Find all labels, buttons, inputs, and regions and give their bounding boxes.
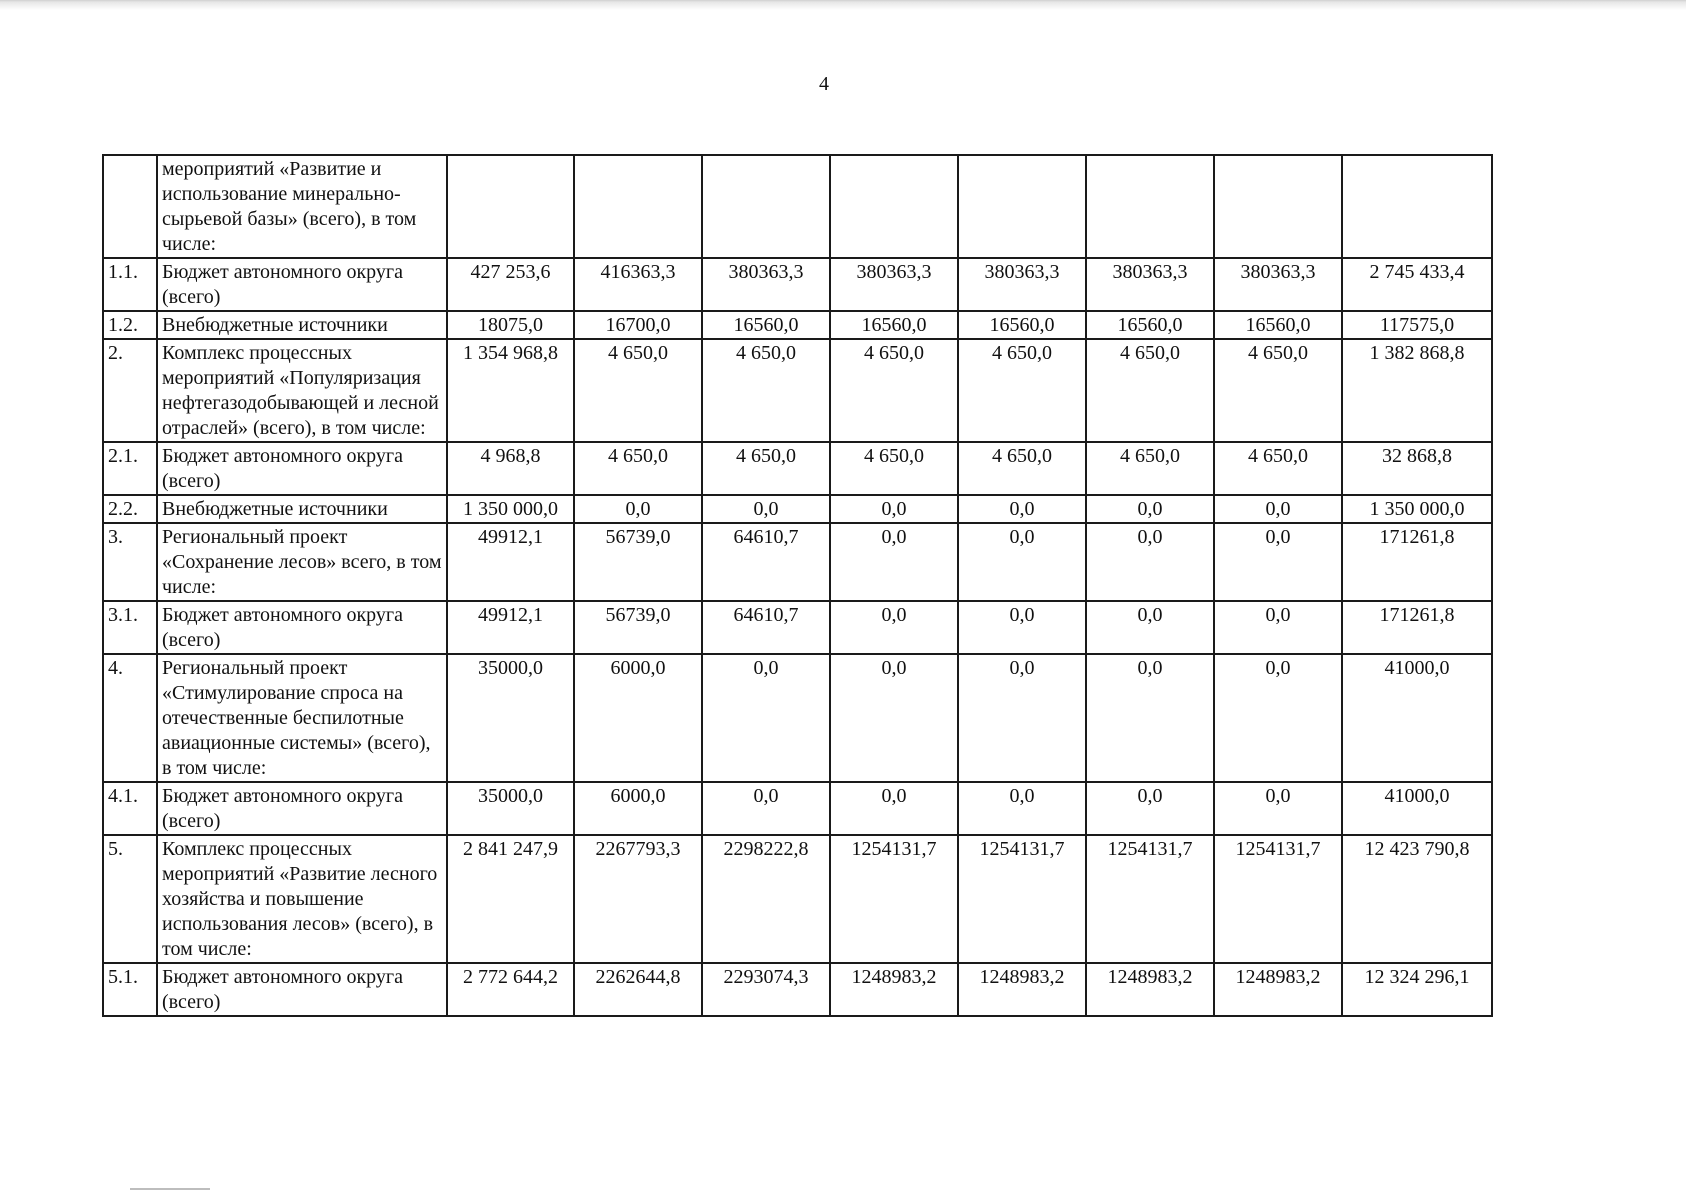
value-cell: 0,0 [830,495,958,523]
value-cell: 0,0 [574,495,702,523]
value-cell [447,155,574,258]
value-cell: 4 650,0 [830,442,958,495]
total-value-cell: 12 324 296,1 [1342,963,1492,1016]
value-cell: 0,0 [830,523,958,601]
value-cell [830,155,958,258]
value-cell: 1254131,7 [1086,835,1214,963]
value-cell: 2298222,8 [702,835,830,963]
value-cell: 35000,0 [447,782,574,835]
value-cell: 1248983,2 [958,963,1086,1016]
value-cell: 4 650,0 [702,442,830,495]
value-cell: 56739,0 [574,601,702,654]
row-number-cell: 3. [103,523,157,601]
value-cell: 4 650,0 [574,442,702,495]
value-cell: 0,0 [1086,654,1214,782]
value-cell: 1248983,2 [830,963,958,1016]
value-cell: 4 650,0 [702,339,830,442]
value-cell: 0,0 [1086,495,1214,523]
value-cell: 4 650,0 [958,339,1086,442]
value-cell: 49912,1 [447,523,574,601]
value-cell: 6000,0 [574,654,702,782]
row-number-cell: 2.1. [103,442,157,495]
row-number-cell: 3.1. [103,601,157,654]
value-cell: 4 650,0 [1086,339,1214,442]
row-number-cell: 4. [103,654,157,782]
value-cell: 0,0 [830,782,958,835]
value-cell: 4 650,0 [830,339,958,442]
table-row [103,311,1492,339]
value-cell: 2 772 644,2 [447,963,574,1016]
value-cell: 0,0 [958,654,1086,782]
value-cell: 1254131,7 [830,835,958,963]
total-value-cell: 1 382 868,8 [1342,339,1492,442]
value-cell: 64610,7 [702,601,830,654]
total-value-cell: 32 868,8 [1342,442,1492,495]
row-number-cell: 5.1. [103,963,157,1016]
value-cell: 0,0 [830,601,958,654]
value-cell: 0,0 [1214,523,1342,601]
value-cell: 0,0 [958,495,1086,523]
table-row [103,601,1492,654]
row-name-cell: Комплекс процессных мероприятий «Развитие лесного хозяйства и повышение использования лесов» (всего), в том числе: [157,835,447,963]
value-cell: 0,0 [1086,523,1214,601]
value-cell [574,155,702,258]
value-cell: 0,0 [958,523,1086,601]
value-cell: 0,0 [1214,601,1342,654]
value-cell: 0,0 [1214,495,1342,523]
row-name-cell: Внебюджетные источники [157,311,447,339]
total-value-cell: 171261,8 [1342,601,1492,654]
value-cell: 16560,0 [1086,311,1214,339]
row-name-cell: Региональный проект «Стимулирование спроса на отечественные беспилотные авиационные системы» (всего), в том числе: [157,654,447,782]
value-cell [958,155,1086,258]
total-value-cell: 117575,0 [1342,311,1492,339]
value-cell: 35000,0 [447,654,574,782]
row-name-cell: Бюджет автономного округа (всего) [157,782,447,835]
row-name-cell: Бюджет автономного округа (всего) [157,258,447,311]
table-row [103,835,1492,963]
row-name-cell: мероприятий «Развитие и использование минерально-сырьевой базы» (всего), в том числе: [157,155,447,258]
value-cell: 1 354 968,8 [447,339,574,442]
value-cell: 4 650,0 [574,339,702,442]
table-row [103,495,1492,523]
value-cell: 0,0 [1086,601,1214,654]
row-number-cell: 2. [103,339,157,442]
value-cell [1086,155,1214,258]
row-name-cell: Региональный проект «Сохранение лесов» всего, в том числе: [157,523,447,601]
value-cell: 1254131,7 [958,835,1086,963]
value-cell: 16560,0 [702,311,830,339]
value-cell: 2 841 247,9 [447,835,574,963]
scan-mark [130,1188,210,1190]
value-cell: 380363,3 [958,258,1086,311]
value-cell: 64610,7 [702,523,830,601]
value-cell: 4 650,0 [1086,442,1214,495]
value-cell: 0,0 [958,601,1086,654]
value-cell: 380363,3 [830,258,958,311]
row-name-cell: Бюджет автономного округа (всего) [157,601,447,654]
total-value-cell: 41000,0 [1342,654,1492,782]
table-row [103,523,1492,601]
value-cell: 16560,0 [1214,311,1342,339]
value-cell: 2267793,3 [574,835,702,963]
total-value-cell: 1 350 000,0 [1342,495,1492,523]
value-cell: 2262644,8 [574,963,702,1016]
row-number-cell: 2.2. [103,495,157,523]
row-name-cell: Комплекс процессных мероприятий «Популяризация нефтегазодобывающей и лесной отраслей» (всего), в том числе: [157,339,447,442]
value-cell: 4 650,0 [1214,442,1342,495]
table-row [103,258,1492,311]
row-number-cell: 5. [103,835,157,963]
value-cell: 0,0 [1086,782,1214,835]
value-cell: 4 650,0 [958,442,1086,495]
value-cell [702,155,830,258]
value-cell: 1248983,2 [1086,963,1214,1016]
total-value-cell: 12 423 790,8 [1342,835,1492,963]
value-cell: 6000,0 [574,782,702,835]
value-cell: 380363,3 [702,258,830,311]
value-cell: 0,0 [1214,654,1342,782]
value-cell: 0,0 [702,495,830,523]
total-value-cell: 2 745 433,4 [1342,258,1492,311]
value-cell: 4 968,8 [447,442,574,495]
row-number-cell: 4.1. [103,782,157,835]
value-cell: 1254131,7 [1214,835,1342,963]
table-row [103,654,1492,782]
value-cell: 380363,3 [1214,258,1342,311]
total-value-cell: 41000,0 [1342,782,1492,835]
row-name-cell: Внебюджетные источники [157,495,447,523]
table-row [103,782,1492,835]
table-body [103,155,1492,1016]
table-row [103,339,1492,442]
value-cell: 49912,1 [447,601,574,654]
total-value-cell: 171261,8 [1342,523,1492,601]
value-cell: 0,0 [958,782,1086,835]
value-cell: 18075,0 [447,311,574,339]
value-cell: 56739,0 [574,523,702,601]
table-row [103,963,1492,1016]
value-cell: 416363,3 [574,258,702,311]
value-cell: 16560,0 [958,311,1086,339]
row-name-cell: Бюджет автономного округа (всего) [157,442,447,495]
row-number-cell: 1.1. [103,258,157,311]
table-row [103,155,1492,258]
row-number-cell: 1.2. [103,311,157,339]
page-number: 4 [819,73,829,95]
financing-table [102,154,1493,1017]
table-row [103,442,1492,495]
value-cell: 0,0 [702,782,830,835]
value-cell: 16560,0 [830,311,958,339]
value-cell [1214,155,1342,258]
value-cell: 1248983,2 [1214,963,1342,1016]
total-value-cell [1342,155,1492,258]
row-name-cell: Бюджет автономного округа (всего) [157,963,447,1016]
value-cell: 427 253,6 [447,258,574,311]
value-cell: 0,0 [1214,782,1342,835]
value-cell: 0,0 [702,654,830,782]
value-cell: 1 350 000,0 [447,495,574,523]
value-cell: 2293074,3 [702,963,830,1016]
row-number-cell [103,155,157,258]
value-cell: 4 650,0 [1214,339,1342,442]
scan-top-edge [0,0,1686,10]
value-cell: 380363,3 [1086,258,1214,311]
value-cell: 16700,0 [574,311,702,339]
value-cell: 0,0 [830,654,958,782]
